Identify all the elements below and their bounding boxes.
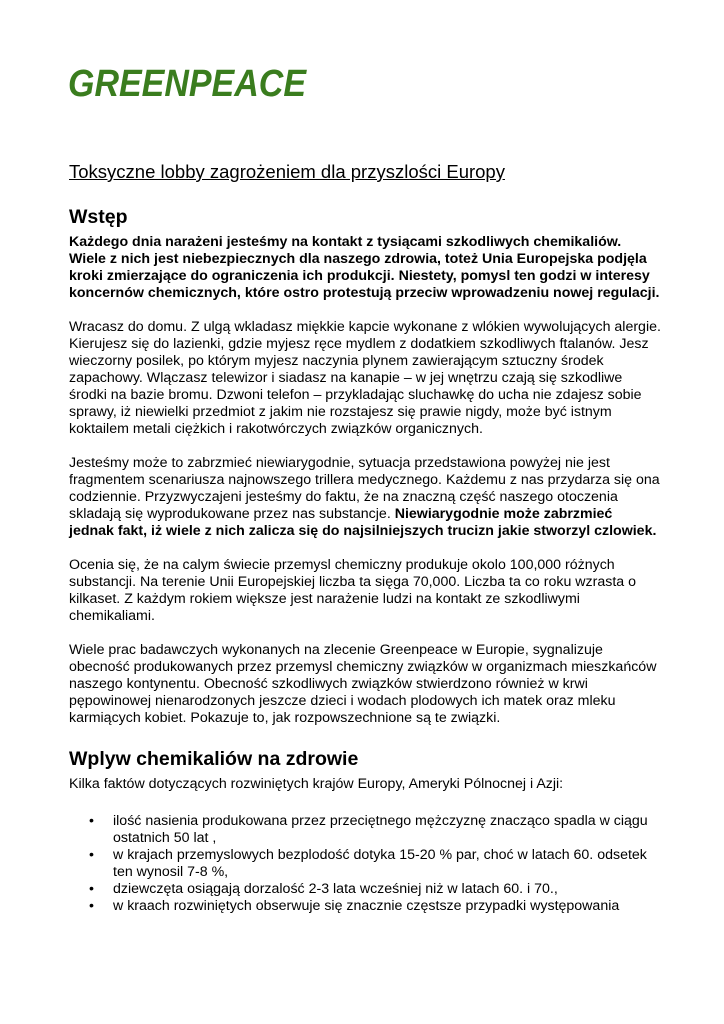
document-body [69, 160, 661, 915]
paragraph-3: Ocenia się, że na calym świecie przemysl chemiczny produkuje okolo 100,000 różnych substancji. Na terenie Unii Europejskiej liczba ta sięga 70,000. Liczba ta co roku wzrasta o kilkaset. Z każdym rokiem większe jest narażenie ludzi na kontakt ze szkodliwymi chemikaliami. [69, 557, 637, 624]
section-heading-intro: Wstęp [69, 206, 128, 228]
list-item: • dziewczęta osiągają dorzalość 2-3 lata wcześniej niż w latach 60. i 70., [89, 881, 661, 898]
list-item: • w krajach przemyslowych bezplodość dotyka 15-20 % par, choć w latach 60. odsetek ten wynosil 7-8 %, [89, 847, 661, 881]
document-title: Toksyczne lobby zagrożeniem dla przyszlości Europy [69, 161, 505, 182]
paragraph-1: Wracasz do domu. Z ulgą wkladasz miękkie kapcie wykonane z wlókien wywolujących alergie. Kierujesz się do lazienki, gdzie myjesz ręce mydlem z dodatkiem szkodliwych ftalanów. Jesz wieczorny posilek, po którym myjesz naczynia plynem zawierającym sztuczny środek zapachowy. Wlączasz telewizor i siadasz na kanapie – w jej wnętrzu czają się szkodliwe środki na bazie bromu. Dzwoni telefon – przykladając sluchawkę do ucha nie zdajesz sobie sprawy, iż niewielki przedmiot z jakim nie rozstajesz się prawie nigdy, może być istnym koktailem metali ciężkich i rakotwórczych związków organicznych. [69, 319, 661, 437]
lead-paragraph: Każdego dnia narażeni jesteśmy na kontakt z tysiącami szkodliwych chemikaliów. Wiele z nich jest niebezpiecznych dla naszego zdrowia, toteż Unia Europejska podjęla kroki zmierzające do ograniczenia ich produkcji. Niestety, pomysl ten godzi w interesy koncernów chemicznych, które ostro protestują przeciw wprowadzeniu nowej regulacji. [69, 234, 660, 301]
logo-text: GREENPEACE [68, 63, 308, 105]
paragraph-2-bold: Niewiarygodnie może zabrzmieć jednak fakt, iż wiele z nich zalicza się do najsilniejszych trucizn jakie stworzyl czlowiek. [69, 506, 657, 539]
paragraph-2 [69, 455, 661, 540]
greenpeace-logo [66, 56, 311, 106]
list-item: • w kraach rozwiniętych obserwuje się znacznie częstsze przypadki występowania [89, 898, 661, 915]
list-item: • ilość nasienia produkowana przez przeciętnego mężczyznę znacząco spadla w ciągu ostatnich 50 lat , [89, 813, 661, 847]
section-intro: Kilka faktów dotyczących rozwiniętych krajów Europy, Ameryki Pólnocnej i Azji: [69, 776, 564, 792]
paragraph-2-text: Jesteśmy może to zabrzmieć niewiarygodnie, sytuacja przedstawiona powyżej nie jest fragmentem scenariusza najnowszego trillera medycznego. Każdemu z nas przydarza się ona codziennie. Przyzwyczajeni jesteśmy do faktu, że na znaczną część naszego otoczenia skladają się wyprodukowane przez nas substancje. [69, 455, 660, 522]
facts-list [69, 813, 661, 915]
paragraph-4: Wiele prac badawczych wykonanych na zlecenie Greenpeace w Europie, sygnalizuje obecność produkowanych przez przemysl chemiczny związków w organizmach mieszkańców naszego kontynentu. Obecność szkodliwych związków stwierdzono również w krwi pępowinowej nienarodzonych jeszcze dzieci i wodach plodowych ich matek oraz mleku karmiących kobiet. Pokazuje to, jak rozpowszechnione są te związki. [69, 642, 657, 726]
section-heading-health: Wplyw chemikaliów na zdrowie [69, 748, 359, 770]
